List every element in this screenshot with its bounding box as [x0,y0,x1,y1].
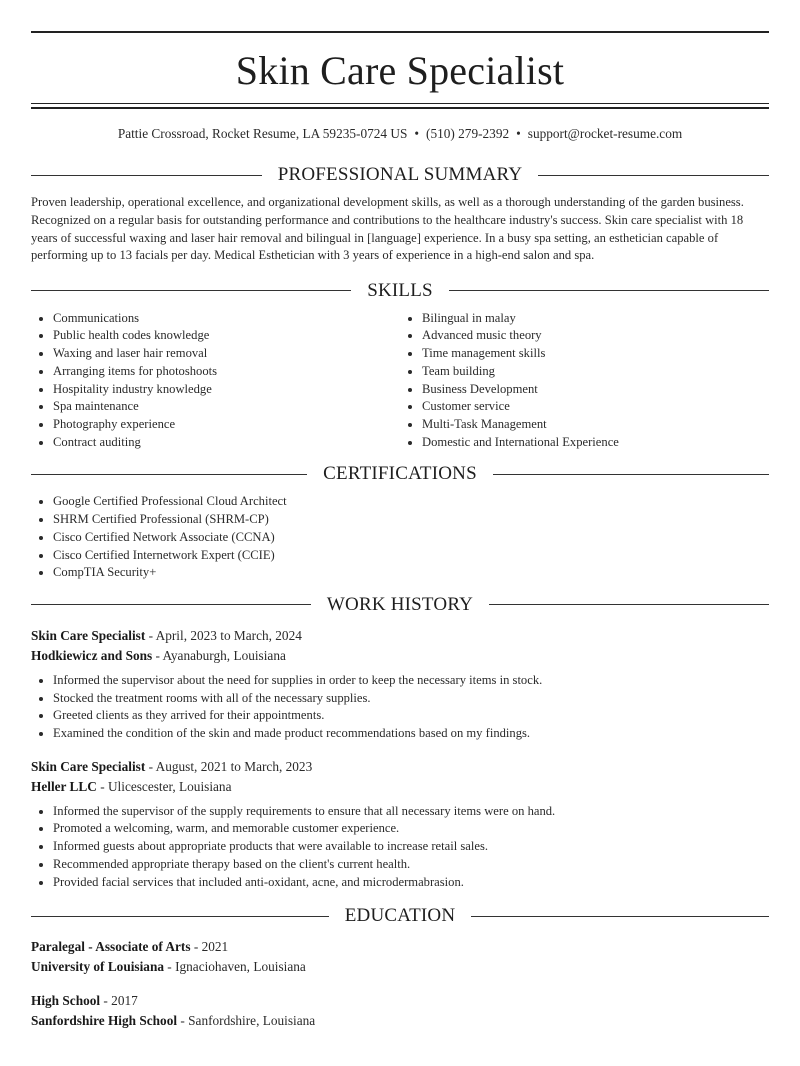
skill-item: • Advanced music theory [422,327,769,345]
skills-list-left [31,310,400,452]
certification-item: • Cisco Certified Network Associate (CCNA) [53,529,769,547]
job-dates: April, 2023 to March, 2024 [155,627,302,643]
job-bullet: • Provided facial services that included anti-oxidant, acne, and microdermabrasion. [53,874,769,892]
skill-item: • Arranging items for photoshoots [53,363,400,381]
job-bullet: • Examined the condition of the skin and made product recommendations based on my findings. [53,725,769,743]
education-entry [31,991,769,1031]
section-heading-certifications [31,461,769,487]
job-bullets [31,803,769,892]
job-company-line [31,777,769,797]
education-school-line [31,957,769,977]
section-heading-label: SKILLS [367,279,433,301]
dash: - [100,993,112,1009]
heading-rule [471,916,769,917]
job-entry [31,757,769,892]
skill-item: • Bilingual in malay [422,310,769,328]
heading-rule [538,175,769,176]
dash: - [163,959,176,975]
certification-item: • CompTIA Security+ [53,564,769,582]
dash: - [145,758,156,774]
skill-item: • Customer service [422,398,769,416]
job-bullet: • Recommended appropriate therapy based on the client's current health. [53,856,769,874]
skill-item: • Photography experience [53,416,400,434]
education-degree: Paralegal - Associate of Arts [31,939,191,955]
education-year: 2021 [201,939,229,955]
dash: - [152,647,163,663]
skill-item: • Waxing and laser hair removal [53,345,400,363]
education-degree-line [31,937,769,957]
job-company: Hodkiewicz and Sons [31,647,153,663]
job-title-line [31,626,769,646]
education-degree-line [31,991,769,1011]
section-heading-label: CERTIFICATIONS [323,463,477,485]
resume-page [0,31,800,1031]
heading-rule [31,175,262,176]
certification-item: • Google Certified Professional Cloud Architect [53,493,769,511]
heading-rule [31,290,351,291]
top-rule [31,31,769,33]
skills-grid [31,310,769,452]
job-company: Heller LLC [31,778,97,794]
certification-item: • SHRM Certified Professional (SHRM-CP) [53,511,769,529]
job-title: Skin Care Specialist [31,627,146,643]
job-bullets [31,672,769,743]
contact-separator: • [414,126,420,141]
skill-item: • Domestic and International Experience [422,434,769,452]
skill-item: • Business Development [422,381,769,399]
skill-item: • Time management skills [422,345,769,363]
skill-item: • Public health codes knowledge [53,327,400,345]
section-heading-skills [31,278,769,304]
heading-rule [31,916,329,917]
section-heading-label: PROFESSIONAL SUMMARY [277,164,523,185]
certifications-list [31,493,769,582]
skill-item: • Spa maintenance [53,398,400,416]
section-heading-label: WORK HISTORY [326,593,474,615]
certification-item: • Cisco Certified Internetwork Expert (CCIE) [53,547,769,565]
dash: - [177,1013,189,1029]
skill-item: • Contract auditing [53,434,400,452]
contact-separator: • [516,126,521,141]
job-bullet: • Stocked the treatment rooms with all of the necessary supplies. [53,690,769,708]
job-bullet: • Informed guests about appropriate products that were available to increase retail sales. [53,838,769,856]
heading-rule [449,290,769,291]
heading-rule [31,604,311,605]
section-heading-summary [31,162,769,188]
education-year: 2017 [111,993,138,1009]
dash: - [190,939,202,955]
job-entry [31,626,769,743]
job-title: Skin Care Specialist [31,758,146,774]
job-location: Ulicescester, Louisiana [107,778,232,794]
job-company-line [31,646,769,666]
heading-rule [31,474,307,475]
education-location: Sanfordshire, Louisiana [188,1013,316,1029]
title-double-rule [31,103,769,109]
contact-line [31,126,769,142]
dash: - [145,627,156,643]
job-bullet: • Informed the supervisor about the need for supplies in order to keep the necessary items in stock. [53,672,769,690]
education-school: University of Louisiana [31,959,164,975]
education-school-line [31,1011,769,1031]
summary-text: Proven leadership, operational excellence, and organizational development skills, as well as a thorough understanding of the garden business. Recognized on a regular basis for outstanding performance and contributions to the healthcare industry's success. Skin care specialist with 18 years of successful waxing and laser hair removal and bilingual in [language] experience. In a busy spa setting, an esthetician capable of performing up to 13 facials per day. Medical Esthetician with 3 years of experience in a high-end salon and spa. [31,195,744,263]
skill-item: • Team building [422,363,769,381]
job-bullet: • Greeted clients as they arrived for their appointments. [53,707,769,725]
job-location: Ayanaburgh, Louisiana [162,647,286,663]
job-bullet: • Promoted a welcoming, warm, and memorable customer experience. [53,820,769,838]
contact-address: Pattie Crossroad, Rocket Resume, LA 59235-0724 US [117,126,408,141]
job-dates: August, 2021 to March, 2023 [155,758,313,774]
education-degree: High School [31,993,101,1009]
heading-rule [489,604,769,605]
education-entry [31,937,769,977]
section-heading-label: EDUCATION [344,905,456,927]
dash: - [96,778,108,794]
section-heading-work-history [31,592,769,618]
contact-email: support@rocket-resume.com [527,126,683,141]
job-bullet: • Informed the supervisor of the supply requirements to ensure that all necessary items were on hand. [53,803,769,821]
skill-item: • Hospitality industry knowledge [53,381,400,399]
job-title-line [31,757,769,777]
skill-item: • Communications [53,310,400,328]
section-heading-education [31,903,769,929]
resume-title: Skin Care Specialist [235,48,565,93]
education-school: Sanfordshire High School [31,1013,178,1029]
skill-item: • Multi-Task Management [422,416,769,434]
skills-list-right [400,310,769,452]
education-location: Ignaciohaven, Louisiana [175,959,306,975]
contact-phone: (510) 279-2392 [426,126,510,141]
heading-rule [493,474,769,475]
